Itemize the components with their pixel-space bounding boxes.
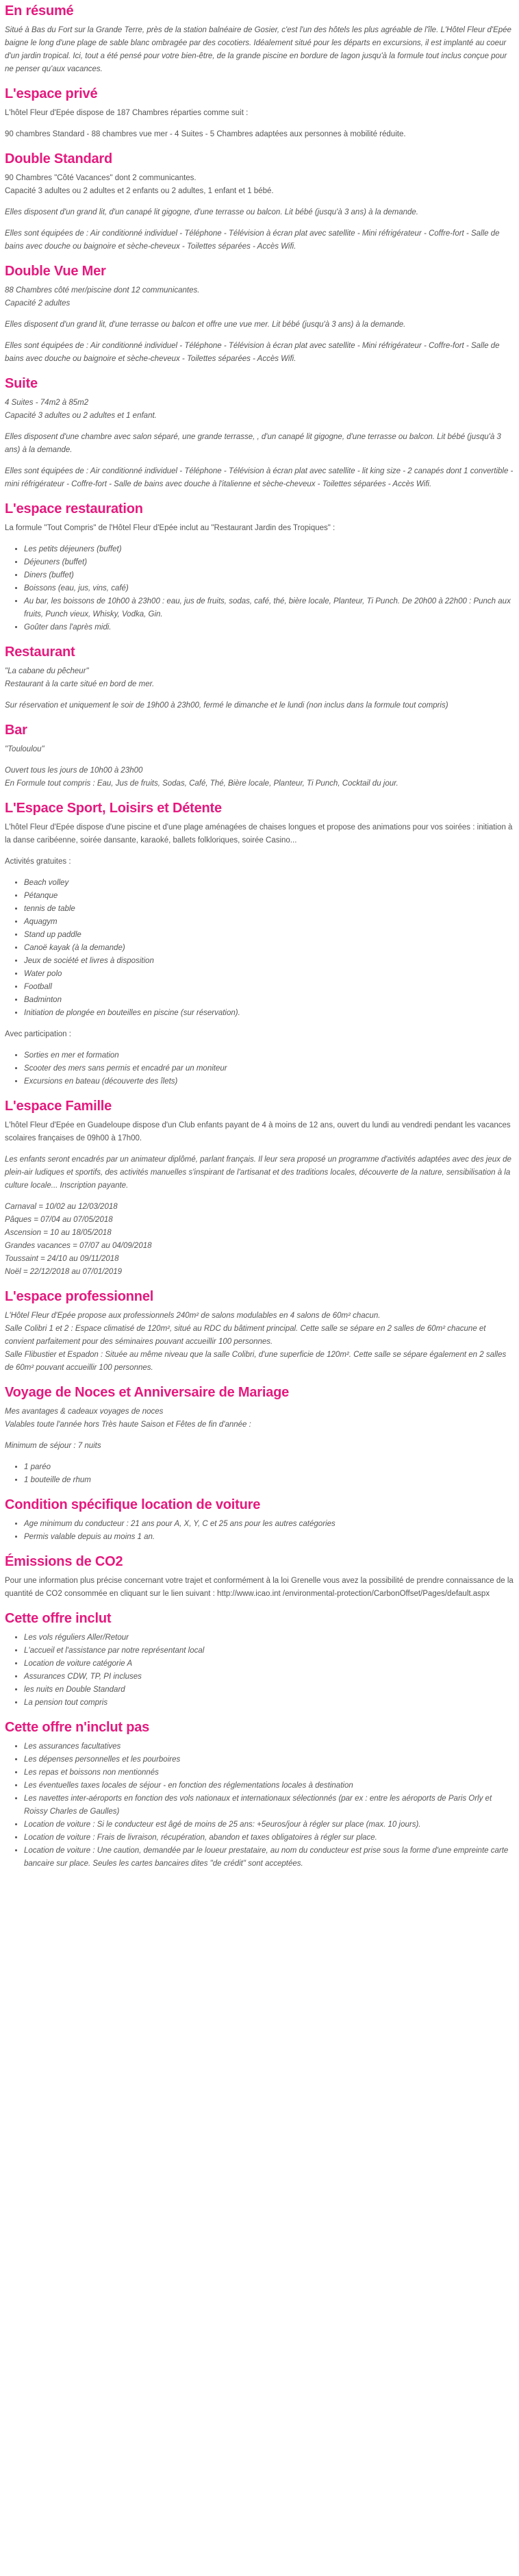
restaurant-label: "La cabane du pêcheur" [5,667,89,675]
bar-name: "Touloulou" [5,745,45,753]
non-inclus-list [5,1740,514,1871]
list-item: • Canoë kayak (à la demande) [24,942,514,955]
list-item: • Location de voiture : Frais de livraison, récupération, abandon et taxes obligatoires à régler sur place. [24,1831,514,1845]
list-item: • Aquagym [24,916,514,929]
list-item: • Initiation de plongée en bouteilles en piscine (sur réservation). [24,1007,514,1020]
sport-free-label: Activités gratuites : [5,858,71,866]
section-title-co2: Émissions de CO2 [5,1554,123,1569]
list-item: • Excursions en bateau (découverte des îlets) [24,1075,514,1088]
list-item: • Les vols réguliers Aller/Retour [24,1631,514,1645]
list-item: • Badminton [24,994,514,1007]
list-item: • Location de voiture : Une caution, demandée par le loueur prestataire, au nom du conducteur est prise sous la forme d'une empreinte carte bancaire sur place. Seules les cartes bancaires dites "de crédit" sont acceptées. [24,1845,514,1871]
espace-prive-intro: L'hôtel Fleur d'Epée dispose de 187 Chambres réparties comme suit : [5,109,249,117]
list-item: • Les repas et boissons non mentionnés [24,1766,514,1779]
pro-salons: L'Hôtel Fleur d'Epée propose aux professionnels 240m² de salons modulables en 4 salons de 60m² chacun. [5,1312,381,1320]
list-item: • Beach volley [24,877,514,890]
double-standard-capacity [5,172,514,198]
double-vue-mer-count: 88 Chambres côté mer/piscine dont 12 communicantes. [5,286,200,295]
list-item: • L'accueil et l'assistance par notre représentant local [24,1645,514,1658]
list-item: • les nuits en Double Standard [24,1684,514,1697]
double-vue-mer-capacity [5,284,514,310]
restauration-list [5,543,514,634]
section-title-suite: Suite [5,376,38,391]
noces-gifts: Mes avantages & cadeaux voyages de noces [5,1408,164,1416]
suite-guests: Capacité 3 adultes ou 2 adultes et 1 enfant. [5,412,157,420]
noces-min-stay: Minimum de séjour : 7 nuits [5,1442,101,1450]
date-line: Pâques = 07/04 au 07/05/2018 [5,1216,113,1224]
section-title-inclus: Cette offre inclut [5,1611,112,1626]
list-item: • Football [24,981,514,994]
list-item: • Diners (buffet) [24,569,514,582]
noces-advantages [5,1405,514,1431]
list-item: • Stand up paddle [24,929,514,942]
section-title-resume: En résumé [5,3,74,18]
famille-dates [5,1201,514,1279]
bar-formula: En Formule tout compris : Eau, Jus de fruits, Sodas, Café, Thé, Bière locale, Planteur, Ti Punch, Cocktail du jour. [5,779,398,788]
double-vue-mer-equipment: Elles sont équipées de : Air conditionné individuel - Téléphone - Télévision à écran plat avec satellite - Mini réfrigérateur - Coffre-fort - Salle de bains avec douche ou baignoire et sèche-cheveux - Toilettes séparées - Accès Wifi. [5,342,500,363]
pro-colibri: Salle Colibri 1 et 2 : Espace climatisé de 120m², situé au RDC du bâtiment principal. Cette salle se sépare en 2 salles de 60m² chacune et convient parfaitement pour des séminaires pouvant accueillir 100 personnes. [5,1325,486,1346]
pro-flibustier: Salle Flibustier et Espadon : Située au même niveau que la salle Colibri, d'une superficie de 120m². Cette salle se sépare également en 2 salles de 60m² pouvant accueillir 100 personnes. [5,1351,507,1372]
list-item: • tennis de table [24,903,514,916]
date-line: Carnaval = 10/02 au 12/03/2018 [5,1203,118,1211]
section-title-sport: L'Espace Sport, Loisirs et Détente [5,801,222,816]
resume-text: Situé à Bas du Fort sur la Grande Terre, près de la station balnéaire de Gosier, c'est l'un des hôtels les plus agréable de l'île. L'Hôtel Fleur d'Epée baigne le long d'une plage de sable blanc ombragée par des cocotiers. Idéalement situé pour les départs en excursions, il est implanté au coeur d'un jardin tropical. Ici, tout a été pensé pour votre bien-être, de la grande piscine en bordure de lagon jusqu'à la formule tout inclus conçue pour ne penser qu'aux vacances. [5,26,511,73]
sport-intro: L'hôtel Fleur d'Epée dispose d'une piscine et d'une plage aménagées de chaises longues et propose des animations pour vos soirées : initiation à la danse caribéenne, soirée dansante, karaoké, ballets folkloriques, soirée Casino... [5,823,513,845]
list-item: • Permis valable depuis au moins 1 an. [24,1531,514,1544]
section-title-pro: L'espace professionnel [5,1289,154,1304]
restaurant-desc: Restaurant à la carte situé en bord de mer. [5,680,155,688]
list-item: • Water polo [24,968,514,981]
list-item: • Au bar, les boissons de 10h00 à 23h00 : eau, jus de fruits, sodas, café, thé, bière locale, Planteur, Ti Punch. De 20h00 à 22h00 : Punch aux fruits, Punch vieux, Whisky, Vodka, Gin. [24,595,514,621]
section-title-espace-prive: L'espace privé [5,86,98,101]
suite-capacity [5,397,514,423]
location-list [5,1518,514,1544]
section-title-restaurant: Restaurant [5,645,75,660]
co2-text: Pour une information plus précise concernant votre trajet et conformément à la loi Grenelle vous avez la possibilité de prendre connaissance de la quantité de CO2 consommée en cliquant sur le lien suivant : http://www.icao.int /environmental-protection/CarbonOffset/Pages/default.aspx [5,1577,514,1598]
list-item: • Sorties en mer et formation [24,1049,514,1062]
date-line: Toussaint = 24/10 au 09/11/2018 [5,1255,119,1263]
section-title-double-standard: Double Standard [5,151,113,166]
list-item: • 1 bouteille de rhum [24,1474,514,1487]
restaurant-hours: Sur réservation et uniquement le soir de 19h00 à 23h00, fermé le dimanche et le lundi (non inclus dans la formule tout compris) [5,701,448,710]
list-item: • Les dépenses personnelles et les pourboires [24,1753,514,1766]
double-vue-mer-layout: Elles disposent d'un grand lit, d'une terrasse ou balcon et offre une vue mer. Lit bébé (jusqu'à 3 ans) à la demande. [5,321,406,329]
list-item: • 1 paréo [24,1461,514,1474]
inclus-list [5,1631,514,1710]
section-title-location: Condition spécifique location de voiture [5,1497,261,1512]
section-title-noces: Voyage de Noces et Anniversaire de Mariage [5,1385,290,1400]
list-item: • Age minimum du conducteur : 21 ans pour A, X, Y, C et 25 ans pour les autres catégories [24,1518,514,1531]
list-item: • Scooter des mers sans permis et encadré par un moniteur [24,1062,514,1075]
list-item: • Assurances CDW, TP, PI incluses [24,1671,514,1684]
suite-layout: Elles disposent d'une chambre avec salon séparé, une grande terrasse, , d'un canapé lit gigogne, d'une terrasse ou balcon. Lit bébé (jusqu'à 3 ans) à la demande. [5,433,501,454]
section-title-restauration: L'espace restauration [5,501,143,516]
bar-hours [5,764,514,790]
pro-details [5,1310,514,1375]
sport-paid-list [5,1049,514,1088]
double-standard-equipment: Elles sont équipées de : Air conditionné individuel - Téléphone - Télévision à écran plat avec satellite - Mini réfrigérateur - Coffre-fort - Salle de bains avec douche ou baignoire et sèche-cheveux - Toilettes séparées - Accès Wifi. [5,229,500,251]
list-item: • Location de voiture : Si le conducteur est âgé de moins de 25 ans: +5euros/jour à régler sur place (max. 10 jours). [24,1818,514,1831]
section-title-bar: Bar [5,723,27,738]
list-item: • Location de voiture catégorie A [24,1658,514,1671]
double-standard-guests: Capacité 3 adultes ou 2 adultes et 2 enfants ou 2 adultes, 1 enfant et 1 bébé. [5,187,274,195]
list-item: • Déjeuners (buffet) [24,556,514,569]
double-vue-mer-guests: Capacité 2 adultes [5,299,71,308]
date-line: Grandes vacances = 07/07 au 04/09/2018 [5,1242,152,1250]
double-standard-layout: Elles disposent d'un grand lit, d'un canapé lit gigogne, d'une terrasse ou balcon. Lit bébé (jusqu'à 3 ans) à la demande. [5,208,418,216]
section-title-non-inclus: Cette offre n'inclut pas [5,1720,150,1735]
list-item: • Les petits déjeuners (buffet) [24,543,514,556]
list-item: • Les assurances facultatives [24,1740,514,1753]
famille-club: L'hôtel Fleur d'Epée en Guadeloupe dispose d'un Club enfants payant de 4 à moins de 12 ans, ouvert du lundi au vendredi pendant les vacances scolaires françaises de 09h00 à 17h00. [5,1121,511,1142]
restauration-intro: La formule "Tout Compris" de l'Hôtel Fleur d'Epée inclut au "Restaurant Jardin des Tropiques" : [5,524,336,532]
list-item: • Pétanque [24,890,514,903]
section-title-famille: L'espace Famille [5,1099,112,1114]
sport-free-list [5,877,514,1020]
suite-count: 4 Suites - 74m2 à 85m2 [5,399,89,407]
date-line: Ascension = 10 au 18/05/2018 [5,1229,112,1237]
sport-paid-label: Avec participation : [5,1030,71,1038]
list-item: • Les éventuelles taxes locales de séjour - en fonction des réglementations locales à destination [24,1779,514,1792]
double-standard-count: 90 Chambres "Côté Vacances" dont 2 communicantes. [5,174,197,182]
bar-opening: Ouvert tous les jours de 10h00 à 23h00 [5,766,143,775]
espace-prive-rooms: 90 chambres Standard - 88 chambres vue mer - 4 Suites - 5 Chambres adaptées aux personnes à mobilité réduite. [5,130,406,138]
noces-list [5,1461,514,1487]
date-line: Noël = 22/12/2018 au 07/01/2019 [5,1268,123,1276]
list-item: • La pension tout compris [24,1697,514,1710]
suite-equipment: Elles sont équipées de : Air conditionné individuel - Téléphone - Télévision à écran plat avec satellite - lit king size - 2 canapés dont 1 convertible - mini réfrigérateur - Coffre-fort - Salle de bains avec douche à l'italienne et sèche-cheveux - Toilettes séparées - Accès Wifi. [5,467,514,488]
section-title-double-vue-mer: Double Vue Mer [5,264,106,279]
restaurant-name [5,665,514,691]
noces-validity: Valables toute l'année hors Très haute Saison et Fêtes de fin d'année : [5,1421,251,1429]
list-item: • Boissons (eau, jus, vins, café) [24,582,514,595]
famille-program: Les enfants seront encadrés par un animateur diplômé, parlant français. Il leur sera proposé un programme d'activités adaptées avec des jeux de plein-air ludiques et sportifs, des activités manuelles s'inspirant de l'artisanat et des traditions locales, découverte de la nature, sensibilisation à la culture locale... Inscription payante. [5,1155,511,1190]
list-item: • Goûter dans l'après midi. [24,621,514,634]
list-item: • Jeux de société et livres à disposition [24,955,514,968]
list-item: • Les navettes inter-aéroports en fonction des vols nationaux et internationaux sélectionnés (par ex : entre les aéroports de Paris Orly et Roissy Charles de Gaulles) [24,1792,514,1818]
